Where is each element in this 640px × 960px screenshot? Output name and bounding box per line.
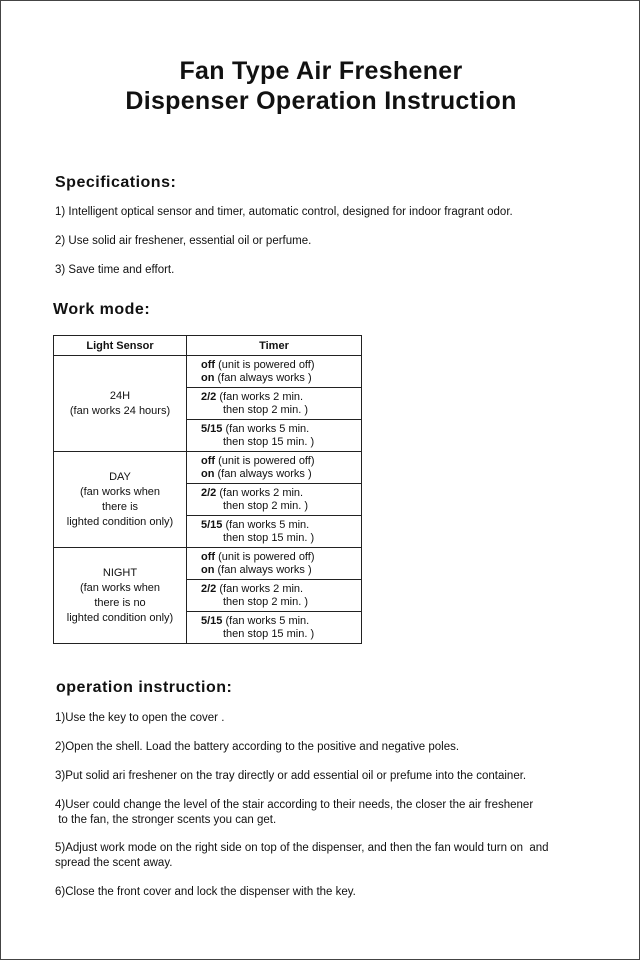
timer-desc: then stop 15 min. ) — [223, 627, 315, 640]
timer-key: on — [201, 467, 215, 480]
step-line: 2)Open the shell. Load the battery according to the positive and negative poles. — [55, 741, 460, 753]
work-mode-table — [53, 335, 362, 644]
step-line: spread the scent away. — [55, 857, 173, 869]
timer-desc: (fan works 5 min. — [225, 422, 310, 435]
timer-key: off — [201, 454, 216, 467]
timer-desc: (fan always works ) — [217, 371, 312, 384]
sensor-text: lighted condition only) — [66, 611, 174, 624]
timer-desc: then stop 2 min. ) — [223, 499, 308, 512]
timer-cell — [187, 356, 362, 388]
timer-desc: then stop 15 min. ) — [223, 531, 315, 544]
sensor-text: 24H — [109, 389, 131, 402]
operation-step — [55, 769, 526, 784]
timer-desc: (unit is powered off) — [218, 454, 315, 467]
timer-desc: (fan works 5 min. — [225, 614, 310, 627]
timer-desc: (fan works 2 min. — [219, 582, 304, 595]
timer-desc: then stop 2 min. ) — [223, 595, 308, 608]
title-line-2: Dispenser Operation Instruction — [125, 87, 517, 115]
operation-step — [55, 885, 356, 900]
timer-key: 5/15 — [201, 422, 223, 435]
work-mode-heading: Work mode: — [53, 301, 151, 318]
step-line: 4)User could change the level of the stair according to their needs, the closer the air freshener — [55, 799, 534, 811]
step-line: 6)Close the front cover and lock the dispenser with the key. — [55, 886, 356, 898]
light-sensor-cell — [54, 548, 187, 644]
document-title — [1, 56, 640, 116]
operation-step — [55, 798, 533, 828]
title-line-1: Fan Type Air Freshener — [179, 57, 463, 85]
timer-cell — [187, 388, 362, 420]
timer-desc: (fan always works ) — [217, 467, 312, 480]
timer-desc: (fan works 2 min. — [219, 390, 304, 403]
timer-desc: (fan works 2 min. — [219, 486, 304, 499]
light-sensor-cell — [54, 356, 187, 452]
timer-desc: then stop 2 min. ) — [223, 403, 308, 416]
timer-desc: (fan always works ) — [217, 563, 312, 576]
header-timer: Timer — [187, 336, 362, 356]
timer-key: off — [201, 550, 216, 563]
timer-cell — [187, 452, 362, 484]
light-sensor-cell — [54, 452, 187, 548]
timer-key: on — [201, 371, 215, 384]
step-line: 3)Put solid ari freshener on the tray directly or add essential oil or prefume into the container. — [55, 770, 527, 782]
operation-step — [55, 740, 459, 755]
table-row — [54, 356, 362, 388]
timer-desc: then stop 15 min. ) — [223, 435, 315, 448]
sensor-text: NIGHT — [102, 566, 138, 579]
timer-cell — [187, 516, 362, 548]
sensor-text: (fan works when — [79, 485, 161, 498]
timer-desc: (unit is powered off) — [218, 550, 315, 563]
step-line: 1)Use the key to open the cover . — [55, 712, 225, 724]
sensor-text: there is — [101, 500, 139, 513]
specifications-heading: Specifications: — [55, 174, 177, 191]
timer-key: 2/2 — [201, 486, 217, 499]
operation-step — [55, 711, 224, 726]
timer-key: 5/15 — [201, 518, 223, 531]
spec-item: 3) Save time and effort. — [55, 264, 175, 276]
timer-cell — [187, 612, 362, 644]
timer-desc: (fan works 5 min. — [225, 518, 310, 531]
timer-cell — [187, 484, 362, 516]
timer-key: 2/2 — [201, 582, 217, 595]
timer-key: off — [201, 358, 216, 371]
step-line: 5)Adjust work mode on the right side on top of the dispenser, and then the fan would turn on and — [55, 842, 549, 854]
operation-heading: operation instruction: — [56, 679, 233, 696]
timer-key: 2/2 — [201, 390, 217, 403]
timer-desc: (unit is powered off) — [218, 358, 315, 371]
timer-cell — [187, 548, 362, 580]
spec-item: 1) Intelligent optical sensor and timer, automatic control, designed for indoor fragrant odor. — [55, 206, 513, 218]
timer-key: 5/15 — [201, 614, 223, 627]
sensor-text: (fan works when — [79, 581, 161, 594]
timer-cell — [187, 420, 362, 452]
operation-step — [55, 841, 549, 871]
timer-cell — [187, 580, 362, 612]
table-row — [54, 452, 362, 484]
sensor-text: lighted condition only) — [66, 515, 174, 528]
sensor-text: (fan works 24 hours) — [69, 404, 171, 417]
step-line: to the fan, the stronger scents you can get. — [55, 814, 277, 826]
spec-item: 2) Use solid air freshener, essential oil or perfume. — [55, 235, 312, 247]
sensor-text: there is no — [94, 596, 146, 609]
table-row — [54, 548, 362, 580]
sensor-text: DAY — [109, 470, 131, 483]
header-light-sensor: Light Sensor — [54, 336, 187, 356]
timer-key: on — [201, 563, 215, 576]
